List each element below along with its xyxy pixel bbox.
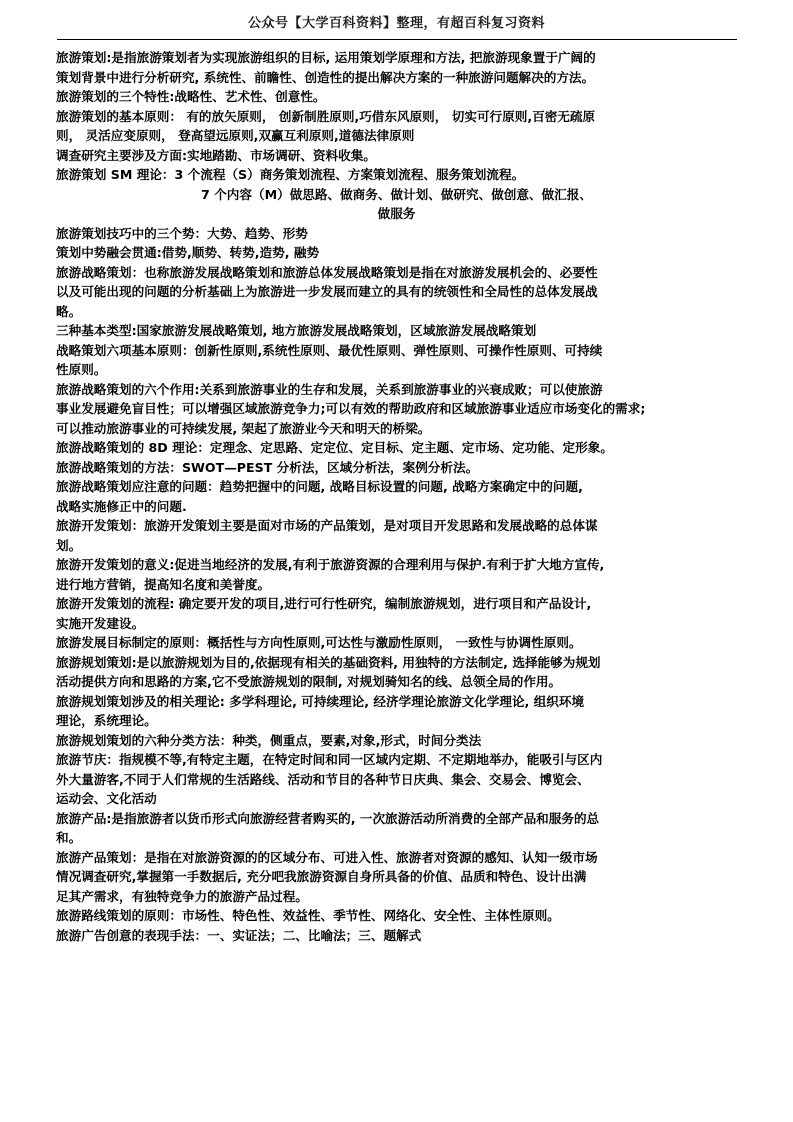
document-line: 战略实施修正中的问题. bbox=[56, 498, 187, 514]
document-line: 旅游战略策划：也称旅游发展战略策划和旅游总体发展战略策划是指在对旅游发展机会的、必要性 bbox=[56, 264, 598, 280]
document-line: 旅游产品:是指旅游者以货币形式向旅游经营者购买的, 一次旅游活动所消费的全部产品和服务的总 bbox=[56, 810, 600, 826]
document-line: 调查研究主要涉及方面:实地踏勘、市场调研、资料收集。 bbox=[56, 147, 376, 163]
document-line: 旅游规划策划:是以旅游规划为目的,依据现有相关的基础资料, 用独特的方法制定, 选择能够为规划 bbox=[56, 654, 601, 670]
page-header-banner: 公众号【大学百科资料】整理，有超百科复习资料 bbox=[247, 15, 545, 30]
document-line: 足其产需求，有独特竞争力的旅游产品过程。 bbox=[56, 888, 308, 904]
document-line: 则， 灵活应变原则， 登高望远原则,双赢互利原则,道德法律原则 bbox=[56, 128, 415, 143]
document-line: 情况调查研究,掌握第一手数据后, 充分吧我旅游资源自身所具备的价值、品质和特色、设计出满 bbox=[56, 869, 587, 884]
document-line: 旅游策划的基本原则： 有的放矢原则， 创新制胜原则,巧借东风原则， 切实可行原则,百密无疏原 bbox=[56, 108, 596, 124]
document-line: 旅游广告创意的表现手法：一、实证法；二、比喻法；三、题解式 bbox=[56, 927, 422, 943]
document-line: 运动会、文化活动 bbox=[56, 791, 157, 806]
document-line: 旅游节庆：指规模不等,有特定主题，在特定时间和同一区域内定期、不定期地举办，能吸引与区内 bbox=[56, 752, 603, 767]
document-line: 旅游规划策划的六种分类方法：种类，侧重点，要素,对象,形式，时间分类法 bbox=[56, 732, 482, 748]
document-line: 旅游策划:是指旅游策划者为实现旅游组织的目标, 运用策划学原理和方法, 把旅游现象置于广阔的 bbox=[56, 50, 596, 65]
document-line: 旅游战略策划的方法：SWOT—PEST 分析法，区域分析法，案例分析法。 bbox=[56, 459, 479, 475]
document-line: 外大量游客,不同于人们常规的生活路线、活动和节目的各种节日庆典、集会、交易会、博览会、 bbox=[56, 771, 590, 787]
document-line: 旅游策划技巧中的三个势：大势、趋势、形势 bbox=[56, 225, 308, 241]
document-line: 旅游战略策划的 8D 理论：定理念、定思路、定定位、定目标、定主题、定市场、定功能、定形象。 bbox=[56, 440, 613, 455]
document-line: 旅游战略策划应注意的问题：趋势把握中的问题, 战略目标设置的问题, 战略方案确定中的问题, bbox=[56, 479, 583, 494]
document-line: 性原则。 bbox=[56, 362, 107, 377]
document-line: 旅游开发策划：旅游开发策划主要是面对市场的产品策划，是对项目开发思路和发展战略的总体谋 bbox=[56, 518, 598, 533]
document-body bbox=[0, 40, 793, 945]
document-line: 旅游策划 SM 理论：3 个流程（S）商务策划流程、方案策划流程、服务策划流程。 bbox=[56, 167, 525, 182]
document-line: 理论，系统理论。 bbox=[56, 713, 157, 728]
document-line: 策划中势融会贯通:借势,顺势、转势,造势, 融势 bbox=[56, 245, 320, 260]
document-line: 7 个内容（M）做思路、做商务、做计划、做研究、做创意、做汇报、 bbox=[201, 186, 592, 202]
document-line: 旅游开发策划的意义:促进当地经济的发展,有利于旅游资源的合理利用与保护.有利于扩大地方宣传, bbox=[56, 557, 605, 572]
document-line: 事业发展避免盲目性；可以增强区域旅游竞争力;可以有效的帮助政府和区域旅游事业适应市场变化的需求; bbox=[56, 401, 646, 416]
document-line: 旅游策划的三个特性:战略性、艺术性、创意性。 bbox=[56, 89, 326, 104]
document-line: 旅游战略策划的六个作用:关系到旅游事业的生存和发展，关系到旅游事业的兴衰成败；可以使旅游 bbox=[56, 381, 603, 397]
document-line: 战略策划六项基本原则：创新性原则,系统性原则、最优性原则、弹性原则、可操作性原则、可持续 bbox=[56, 342, 603, 358]
document-line: 旅游发展目标制定的原则：概括性与方向性原则,可达性与激励性原则， 一致性与协调性原则。 bbox=[56, 635, 582, 650]
document-line: 三种基本类型:国家旅游发展战略策划, 地方旅游发展战略策划，区域旅游发展战略策划 bbox=[56, 323, 537, 338]
document-line: 可以推动旅游事业的可持续发展, 架起了旅游业今天和明天的桥梁。 bbox=[56, 420, 431, 436]
document-line: 旅游开发策划的流程: 确定要开发的项目,进行可行性研究，编制旅游规划，进行项目和产品设计, bbox=[56, 596, 592, 611]
document-line: 划。 bbox=[56, 537, 82, 553]
document-line: 活动提供方向和思路的方案,它不受旅游规划的限制, 对规划骑知名的线、总领全局的作用。 bbox=[56, 674, 562, 689]
document-line: 实施开发建设。 bbox=[56, 615, 145, 631]
document-line: 和。 bbox=[56, 830, 82, 845]
document-line: 旅游路线策划的原则：市场性、特色性、效益性、季节性、网络化、安全性、主体性原则。 bbox=[56, 908, 560, 923]
document-line: 进行地方营销，提高知名度和美誉度。 bbox=[56, 576, 271, 592]
document-line: 略。 bbox=[56, 303, 82, 319]
document-line: 策划背景中进行分析研究, 系统性、前瞻性、创造性的提出解决方案的一种旅游问题解决的方法。 bbox=[56, 69, 595, 85]
document-line: 以及可能出现的问题的分析基础上为旅游进一步发展而建立的具有的统领性和全局性的总体发展战 bbox=[56, 284, 598, 299]
document-line: 旅游规划策划涉及的相关理论: 多学科理论, 可持续理论, 经济学理论旅游文化学理论, 组织环境 bbox=[56, 693, 585, 709]
document-line: 旅游产品策划：是指在对旅游资源的的区域分布、可进入性、旅游者对资源的感知、认知一级市场 bbox=[56, 849, 598, 865]
document-line: 做服务 bbox=[377, 206, 416, 221]
